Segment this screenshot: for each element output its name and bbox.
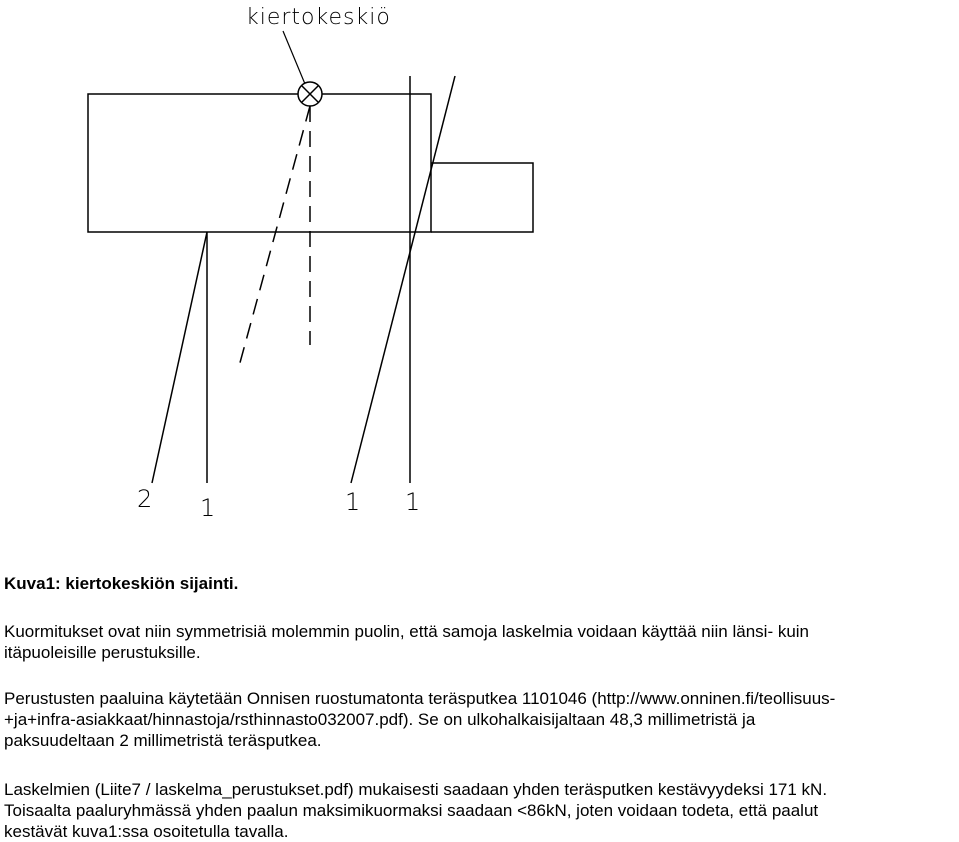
text-line: Perustusten paaluina käytetään Onnisen ruostumatonta teräsputkea 1101046 (http://www.onninen.fi/teollisuus- bbox=[4, 689, 836, 708]
figure-caption: Kuva1: kiertokeskiön sijainti. bbox=[4, 574, 239, 593]
pile-label: 1 bbox=[200, 494, 216, 522]
text-line: itäpuoleisille perustuksille. bbox=[4, 643, 201, 662]
foundation-block bbox=[88, 94, 431, 232]
pile-label: 2 bbox=[137, 485, 153, 513]
text-line: paksuudeltaan 2 millimetristä teräsputkea. bbox=[4, 731, 322, 750]
dashed-inclined-line bbox=[238, 106, 310, 370]
paragraph bbox=[4, 621, 954, 663]
pile-label: 1 bbox=[345, 488, 361, 516]
figure-title: kiertokeskiö bbox=[246, 5, 391, 30]
foundation-extension bbox=[431, 163, 533, 232]
text-line: Laskelmien (Liite7 / laskelma_perustukset.pdf) mukaisesti saadaan yhden teräsputken kestävyydeksi 171 kN. bbox=[4, 780, 828, 799]
paragraph bbox=[4, 779, 954, 842]
paragraph bbox=[4, 688, 954, 751]
text-line: +ja+infra-asiakkaat/hinnastoja/rsthinnasto032007.pdf). Se on ulkohalkaisijaltaan 48,3 millimetristä ja bbox=[4, 710, 756, 729]
text-line: Toisaalta paaluryhmässä yhden paalun maksimikuormaksi saadaan <86kN, joten voidaan todeta, että paalut bbox=[4, 801, 819, 820]
text-line: Kuormitukset ovat niin symmetrisiä molemmin puolin, että samoja laskelmia voidaan käyttää niin länsi- kuin bbox=[4, 622, 810, 641]
pile-label: 1 bbox=[405, 488, 421, 516]
rotation-center-icon bbox=[298, 82, 322, 106]
title-leader-line bbox=[283, 31, 305, 84]
pile-right-inclined bbox=[351, 76, 455, 483]
text-line: kestävät kuva1:ssa osoitetulla tavalla. bbox=[4, 822, 289, 841]
pile-left-inclined bbox=[152, 232, 207, 483]
